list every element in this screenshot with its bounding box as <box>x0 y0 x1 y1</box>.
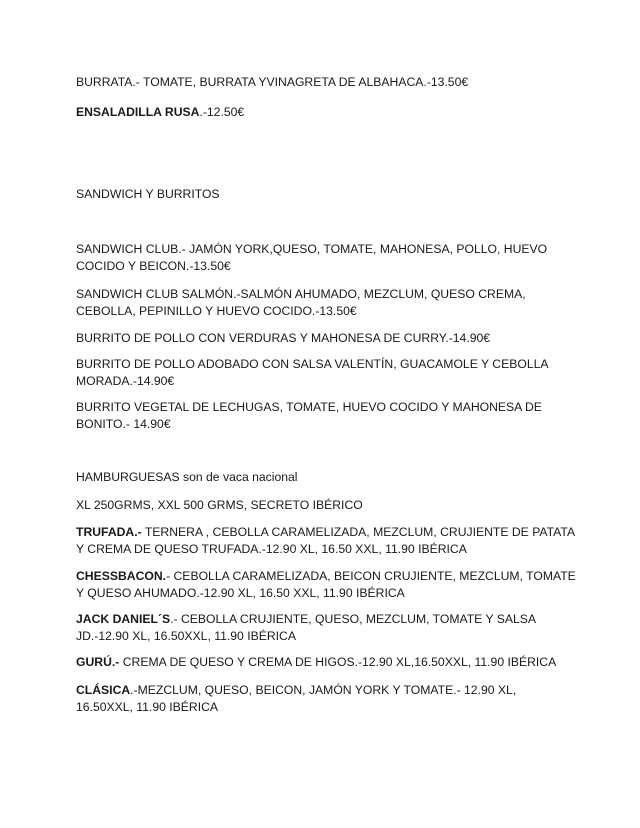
menu-item-ensaladilla <box>76 104 576 121</box>
menu-item-name: CHESSBACON. <box>76 569 167 583</box>
menu-item-burrito-pollo-adobado: BURRITO DE POLLO ADOBADO CON SALSA VALENTÍN, GUACAMOLE Y CEBOLLA MORADA.-14.90€ <box>76 357 548 388</box>
menu-item-trufada <box>76 524 576 558</box>
menu-item-jack-daniels <box>76 611 576 645</box>
menu-item-burrata: BURRATA.- TOMATE, BURRATA YVINAGRETA DE ALBAHACA.-13.50€ <box>76 75 469 89</box>
menu-item-name: CLÁSICA <box>76 683 131 697</box>
menu-item-name: GURÚ.- <box>76 655 120 669</box>
menu-item-name: TRUFADA.- <box>76 525 142 539</box>
menu-item-description: .- CEBOLLA CRUJIENTE, QUESO, MEZCLUM, TOMATE Y SALSA JD.-12.90 XL, 16.50XXL, 11.90 IBÉRICA <box>76 612 536 643</box>
section-heading-hamburguesas: HAMBURGUESAS son de vaca nacional <box>76 470 298 484</box>
menu-item-guru <box>76 654 576 671</box>
menu-item-burrito-pollo-verduras: BURRITO DE POLLO CON VERDURAS Y MAHONESA DE CURRY.-14.90€ <box>76 331 491 345</box>
menu-item-clasica <box>76 682 576 716</box>
section-heading-sandwich: SANDWICH Y BURRITOS <box>76 187 220 201</box>
menu-item-description: TERNERA , CEBOLLA CARAMELIZADA, MEZCLUM, CRUJIENTE DE PATATA Y CREMA DE QUESO TRUFADA.-12.90 XL, 16.50 XXL, 11.90 IBÉRICA <box>76 525 575 556</box>
burger-sizes-note: XL 250GRMS, XXL 500 GRMS, SECRETO IBÉRICO <box>76 498 363 512</box>
menu-item-sandwich-club-salmon: SANDWICH CLUB SALMÓN.-SALMÓN AHUMADO, MEZCLUM, QUESO CREMA, CEBOLLA, PEPINILLO Y HUEVO COCIDO.-13.50€ <box>76 287 526 318</box>
menu-item-name: JACK DANIEL´S <box>76 612 171 626</box>
menu-item-sandwich-club: SANDWICH CLUB.- JAMÓN YORK,QUESO, TOMATE, MAHONESA, POLLO, HUEVO COCIDO Y BEICON.-13.50€ <box>76 242 548 273</box>
menu-item-description: - CEBOLLA CARAMELIZADA, BEICON CRUJIENTE, MEZCLUM, TOMATE Y QUESO AHUMADO.-12.90 XL, 16.50 XXL, 11.90 IBÉRICA <box>76 569 576 600</box>
menu-item-burrito-vegetal: BURRITO VEGETAL DE LECHUGAS, TOMATE, HUEVO COCIDO Y MAHONESA DE BONITO.- 14.90€ <box>76 400 542 431</box>
menu-item-name: ENSALADILLA RUSA <box>76 105 200 119</box>
menu-item-chessbacon <box>76 568 576 602</box>
menu-item-description: .-MEZCLUM, QUESO, BEICON, JAMÓN YORK Y TOMATE.- 12.90 XL, 16.50XXL, 11.90 IBÉRICA <box>76 683 517 714</box>
menu-item-description: CREMA DE QUESO Y CREMA DE HIGOS.-12.90 XL,16.50XXL, 11.90 IBÉRICA <box>119 655 557 669</box>
menu-item-description: .-12.50€ <box>199 105 245 119</box>
